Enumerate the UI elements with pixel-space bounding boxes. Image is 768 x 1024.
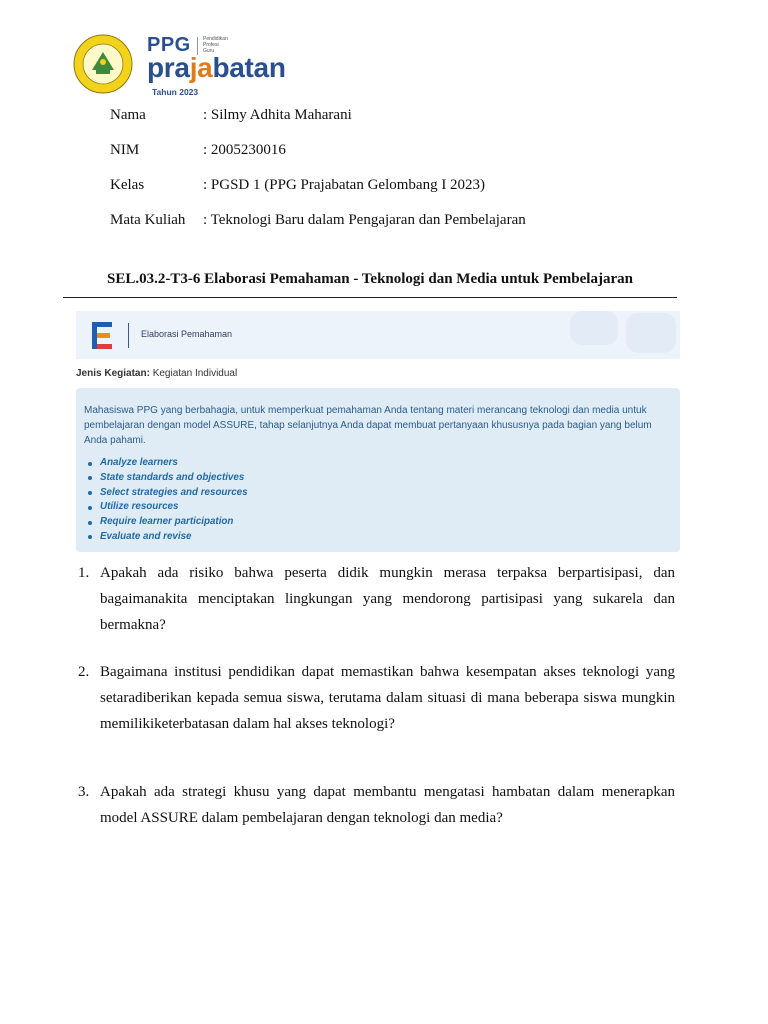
- elaborasi-banner: [76, 311, 680, 359]
- ppg-brand: PPG: [147, 34, 191, 56]
- list-item: [100, 530, 248, 545]
- question-text: Apakah ada risiko bahwa peserta didik mungkin merasa terpaksa berpartisipasi, dan bagaimanakita menciptakan lingkungan yang mendorong partisipasi yang sukarela dan bermakna?: [100, 565, 675, 633]
- activity-value: Kegiatan Individual: [152, 368, 238, 379]
- info-box: [76, 388, 680, 552]
- info-label: Kelas: [110, 177, 145, 193]
- banner-title: Elaborasi Pemahaman: [141, 329, 233, 339]
- tagline-line: Pendidikan: [203, 36, 228, 42]
- decorative-shape-icon: [530, 311, 680, 359]
- activity-type: [76, 368, 237, 379]
- bullet-icon: [88, 476, 92, 480]
- logo-year: Tahun 2023: [152, 87, 199, 97]
- bullet-icon: [88, 521, 92, 525]
- question-number: 1.: [78, 565, 90, 581]
- step-label: Utilize resources: [100, 501, 179, 513]
- list-item: [100, 515, 248, 530]
- bullet-icon: [88, 535, 92, 539]
- tagline-line: Profesi: [203, 42, 219, 48]
- assure-steps-list: [100, 456, 248, 545]
- title-divider: [63, 297, 677, 298]
- question-text: Bagaimana institusi pendidikan dapat memastikan bahwa kesempatan akses teknologi yang setaradiberikan kepada semua siswa, terutama dalam situasi di mana beberapa siswa mungkin memilikiketerbatasan dalam hal akses teknologi?: [100, 664, 675, 732]
- list-item: [100, 500, 248, 515]
- step-label: Analyze learners: [100, 457, 178, 468]
- step-label: Select strategies and resources: [100, 486, 248, 498]
- activity-label: Jenis Kegiatan:: [76, 368, 150, 379]
- bullet-icon: [88, 462, 92, 466]
- step-label: Require learner participation: [100, 516, 234, 528]
- info-value: : Silmy Adhita Maharani: [203, 107, 352, 123]
- question-number: 3.: [78, 784, 90, 800]
- tagline-line: Guru: [203, 48, 215, 54]
- prajabatan-wordmark: [147, 52, 286, 84]
- info-label: Mata Kuliah: [110, 212, 186, 228]
- document-title: SEL.03.2-T3-6 Elaborasi Pemahaman - Teknologi dan Media untuk Pembelajaran: [107, 271, 633, 287]
- step-label: Evaluate and revise: [100, 530, 192, 542]
- university-seal-icon: [70, 34, 136, 94]
- step-label: State standards and objectives: [100, 471, 245, 483]
- info-label: NIM: [110, 142, 140, 158]
- list-item: [100, 471, 248, 486]
- question-text: Apakah ada strategi khusu yang dapat membantu mengatasi hambatan dalam menerapkan model ASSURE dalam pembelajaran dengan teknologi dan media?: [100, 784, 675, 826]
- question-number: 2.: [78, 664, 90, 680]
- info-value: : PGSD 1 (PPG Prajabatan Gelombang I 2023): [203, 177, 486, 193]
- bullet-icon: [88, 491, 92, 495]
- info-label: Nama: [110, 107, 146, 123]
- wordmark-part: batan: [212, 52, 286, 83]
- wordmark-part: pra: [147, 52, 190, 83]
- info-value: : 2005230016: [203, 142, 286, 158]
- bullet-icon: [88, 506, 92, 510]
- wordmark-accent: ja: [189, 52, 213, 83]
- list-item: [100, 486, 248, 501]
- list-item: [100, 456, 248, 471]
- banner-divider: [128, 323, 129, 348]
- e-logo-icon: [92, 322, 114, 349]
- info-box-text: Mahasiswa PPG yang berbahagia, untuk memperkuat pemahaman Anda tentang materi merancang teknologi dan media untuk pembelajaran dengan model ASSURE, tahap selanjutnya Anda dapat membuat pertanyaan khususnya pada bagian yang belum Anda pahami.: [84, 405, 652, 446]
- info-value: : Teknologi Baru dalam Pengajaran dan Pembelajaran: [203, 212, 526, 228]
